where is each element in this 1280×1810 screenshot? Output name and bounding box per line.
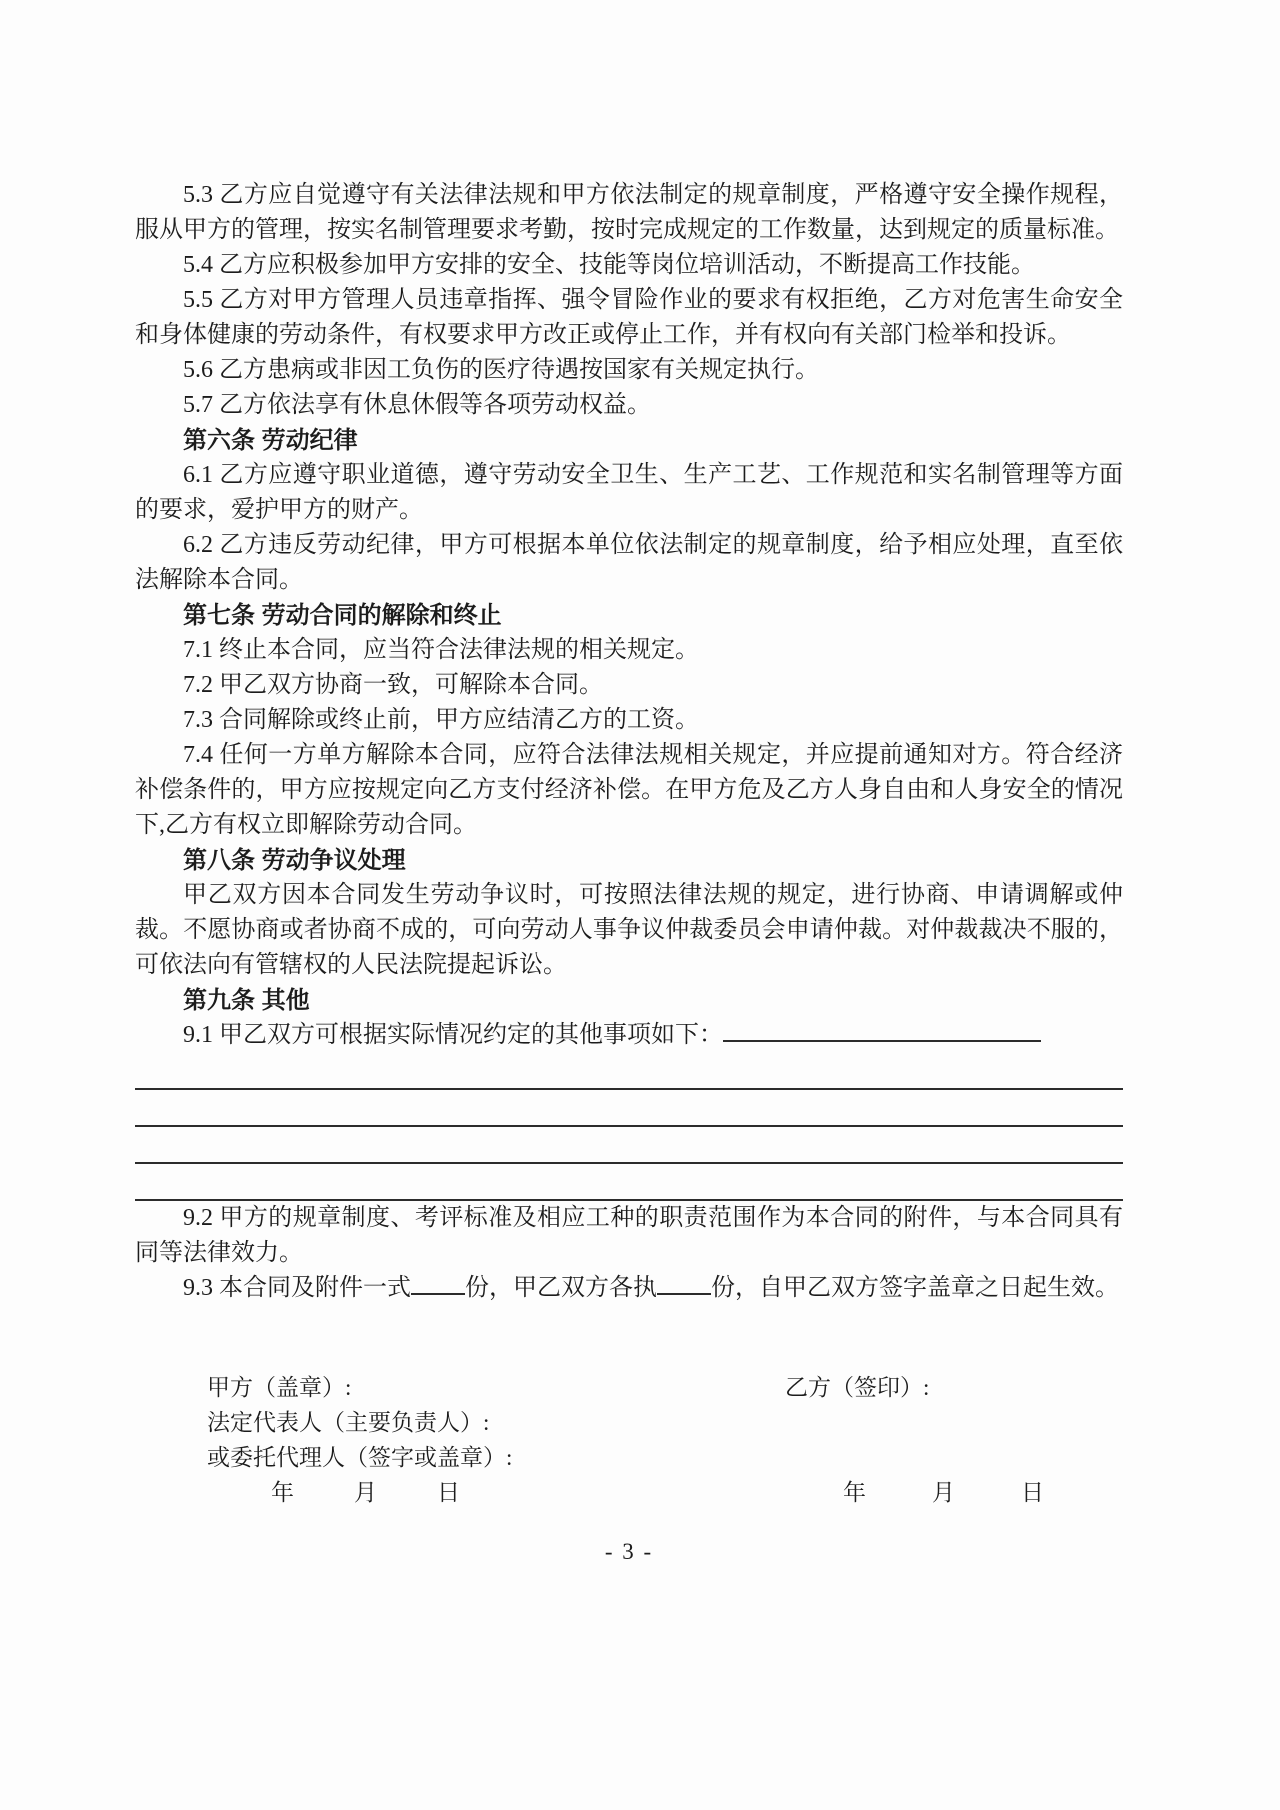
copies-blank-2: [657, 1290, 711, 1295]
blank-line-tail: [723, 1037, 1041, 1042]
legal-representative-label: 法定代表人（主要负责人）:: [207, 1410, 490, 1435]
party-b-date-line: [785, 1475, 1123, 1510]
blank-line-3: [135, 1127, 1123, 1164]
party-a-day-label: 日: [437, 1480, 460, 1505]
party-b-sign-label: 乙方（签印）:: [785, 1375, 930, 1400]
copies-blank-1: [411, 1290, 465, 1295]
heading-article-9: 第九条 其他: [183, 987, 310, 1014]
entrusted-agent-label: 或委托代理人（签字或盖章）:: [207, 1445, 513, 1470]
paragraph-5-4: 5.4 乙方应积极参加甲方安排的安全、技能等岗位培训活动，不断提高工作技能。: [183, 252, 1035, 278]
party-b-spacer-row-2: [785, 1440, 1123, 1475]
party-a-month-label: 月: [354, 1480, 377, 1505]
paragraph-9-3-text-1: 9.3 本合同及附件一式: [183, 1275, 411, 1301]
heading-article-8: 第八条 劳动争议处理: [183, 847, 406, 874]
paragraph-6-1: 6.1 乙方应遵守职业道德，遵守劳动安全卫生、生产工艺、工作规范和实名制管理等方面的要求，爱护甲方的财产。: [135, 462, 1123, 523]
paragraph-7-4: 7.4 任何一方单方解除本合同，应符合法律法规相关规定，并应提前通知对方。符合经济补偿条件的，甲方应按规定向乙方支付经济补偿。在甲方危及乙方人身自由和人身安全的情况下,乙方有权立即解除劳动合同。: [135, 742, 1123, 838]
signature-party-b-column: [785, 1370, 1123, 1510]
paragraph-7-2: 7.2 甲乙双方协商一致，可解除本合同。: [183, 672, 603, 698]
paragraph-9-1: [135, 1018, 1123, 1053]
party-a-year-label: 年: [271, 1480, 294, 1505]
heading-article-7: 第七条 劳动合同的解除和终止: [183, 602, 502, 629]
paragraph-6-2: 6.2 乙方违反劳动纪律，甲方可根据本单位依法制定的规章制度，给予相应处理，直至依法解除本合同。: [135, 532, 1123, 593]
blank-line-4: [135, 1164, 1123, 1201]
blank-line-2: [135, 1090, 1123, 1127]
paragraph-9-1-text: 9.1 甲乙双方可根据实际情况约定的其他事项如下：: [183, 1022, 723, 1048]
party-a-date-line: [207, 1475, 512, 1510]
paragraph-9-3-text-3: 份，自甲乙双方签字盖章之日起生效。: [711, 1275, 1119, 1301]
paragraph-7-3: 7.3 合同解除或终止前，甲方应结清乙方的工资。: [183, 707, 699, 733]
paragraph-9-2: 9.2 甲方的规章制度、考评标准及相应工种的职责范围作为本合同的附件，与本合同具有同等法律效力。: [135, 1205, 1123, 1266]
paragraph-5-5: 5.5 乙方对甲方管理人员违章指挥、强令冒险作业的要求有权拒绝，乙方对危害生命安全和身体健康的劳动条件，有权要求甲方改正或停止工作，并有权向有关部门检举和投诉。: [135, 287, 1123, 348]
signature-section: [135, 1370, 1123, 1510]
party-a-seal-label: 甲方（盖章）:: [207, 1375, 352, 1400]
party-b-spacer-row-1: [785, 1405, 1123, 1440]
page-number: - 3 -: [604, 1539, 654, 1564]
party-b-month-label: 月: [932, 1480, 955, 1505]
paragraph-9-3-text-2: 份，甲乙双方各执: [465, 1275, 657, 1301]
paragraph-5-7: 5.7 乙方依法享有休息休假等各项劳动权益。: [183, 392, 651, 418]
paragraph-5-6: 5.6 乙方患病或非因工负伤的医疗待遇按国家有关规定执行。: [183, 357, 819, 383]
paragraph-8: 甲乙双方因本合同发生劳动争议时，可按照法律法规的规定，进行协商、申请调解或仲裁。不愿协商或者协商不成的，可向劳动人事争议仲裁委员会申请仲裁。对仲裁裁决不服的，可依法向有管辖权的人民法院提起诉讼。: [135, 882, 1123, 978]
paragraph-5-3: 5.3 乙方应自觉遵守有关法律法规和甲方依法制定的规章制度，严格遵守安全操作规程，服从甲方的管理，按实名制管理要求考勤，按时完成规定的工作数量，达到规定的质量标准。: [135, 182, 1123, 243]
party-b-day-label: 日: [1021, 1480, 1044, 1505]
paragraph-7-1: 7.1 终止本合同，应当符合法律法规的相关规定。: [183, 637, 699, 663]
party-b-year-label: 年: [843, 1480, 866, 1505]
signature-party-a-column: [207, 1370, 512, 1510]
blank-line-1: [135, 1053, 1123, 1090]
paragraph-9-3: [135, 1271, 1123, 1306]
heading-article-6: 第六条 劳动纪律: [183, 427, 358, 454]
